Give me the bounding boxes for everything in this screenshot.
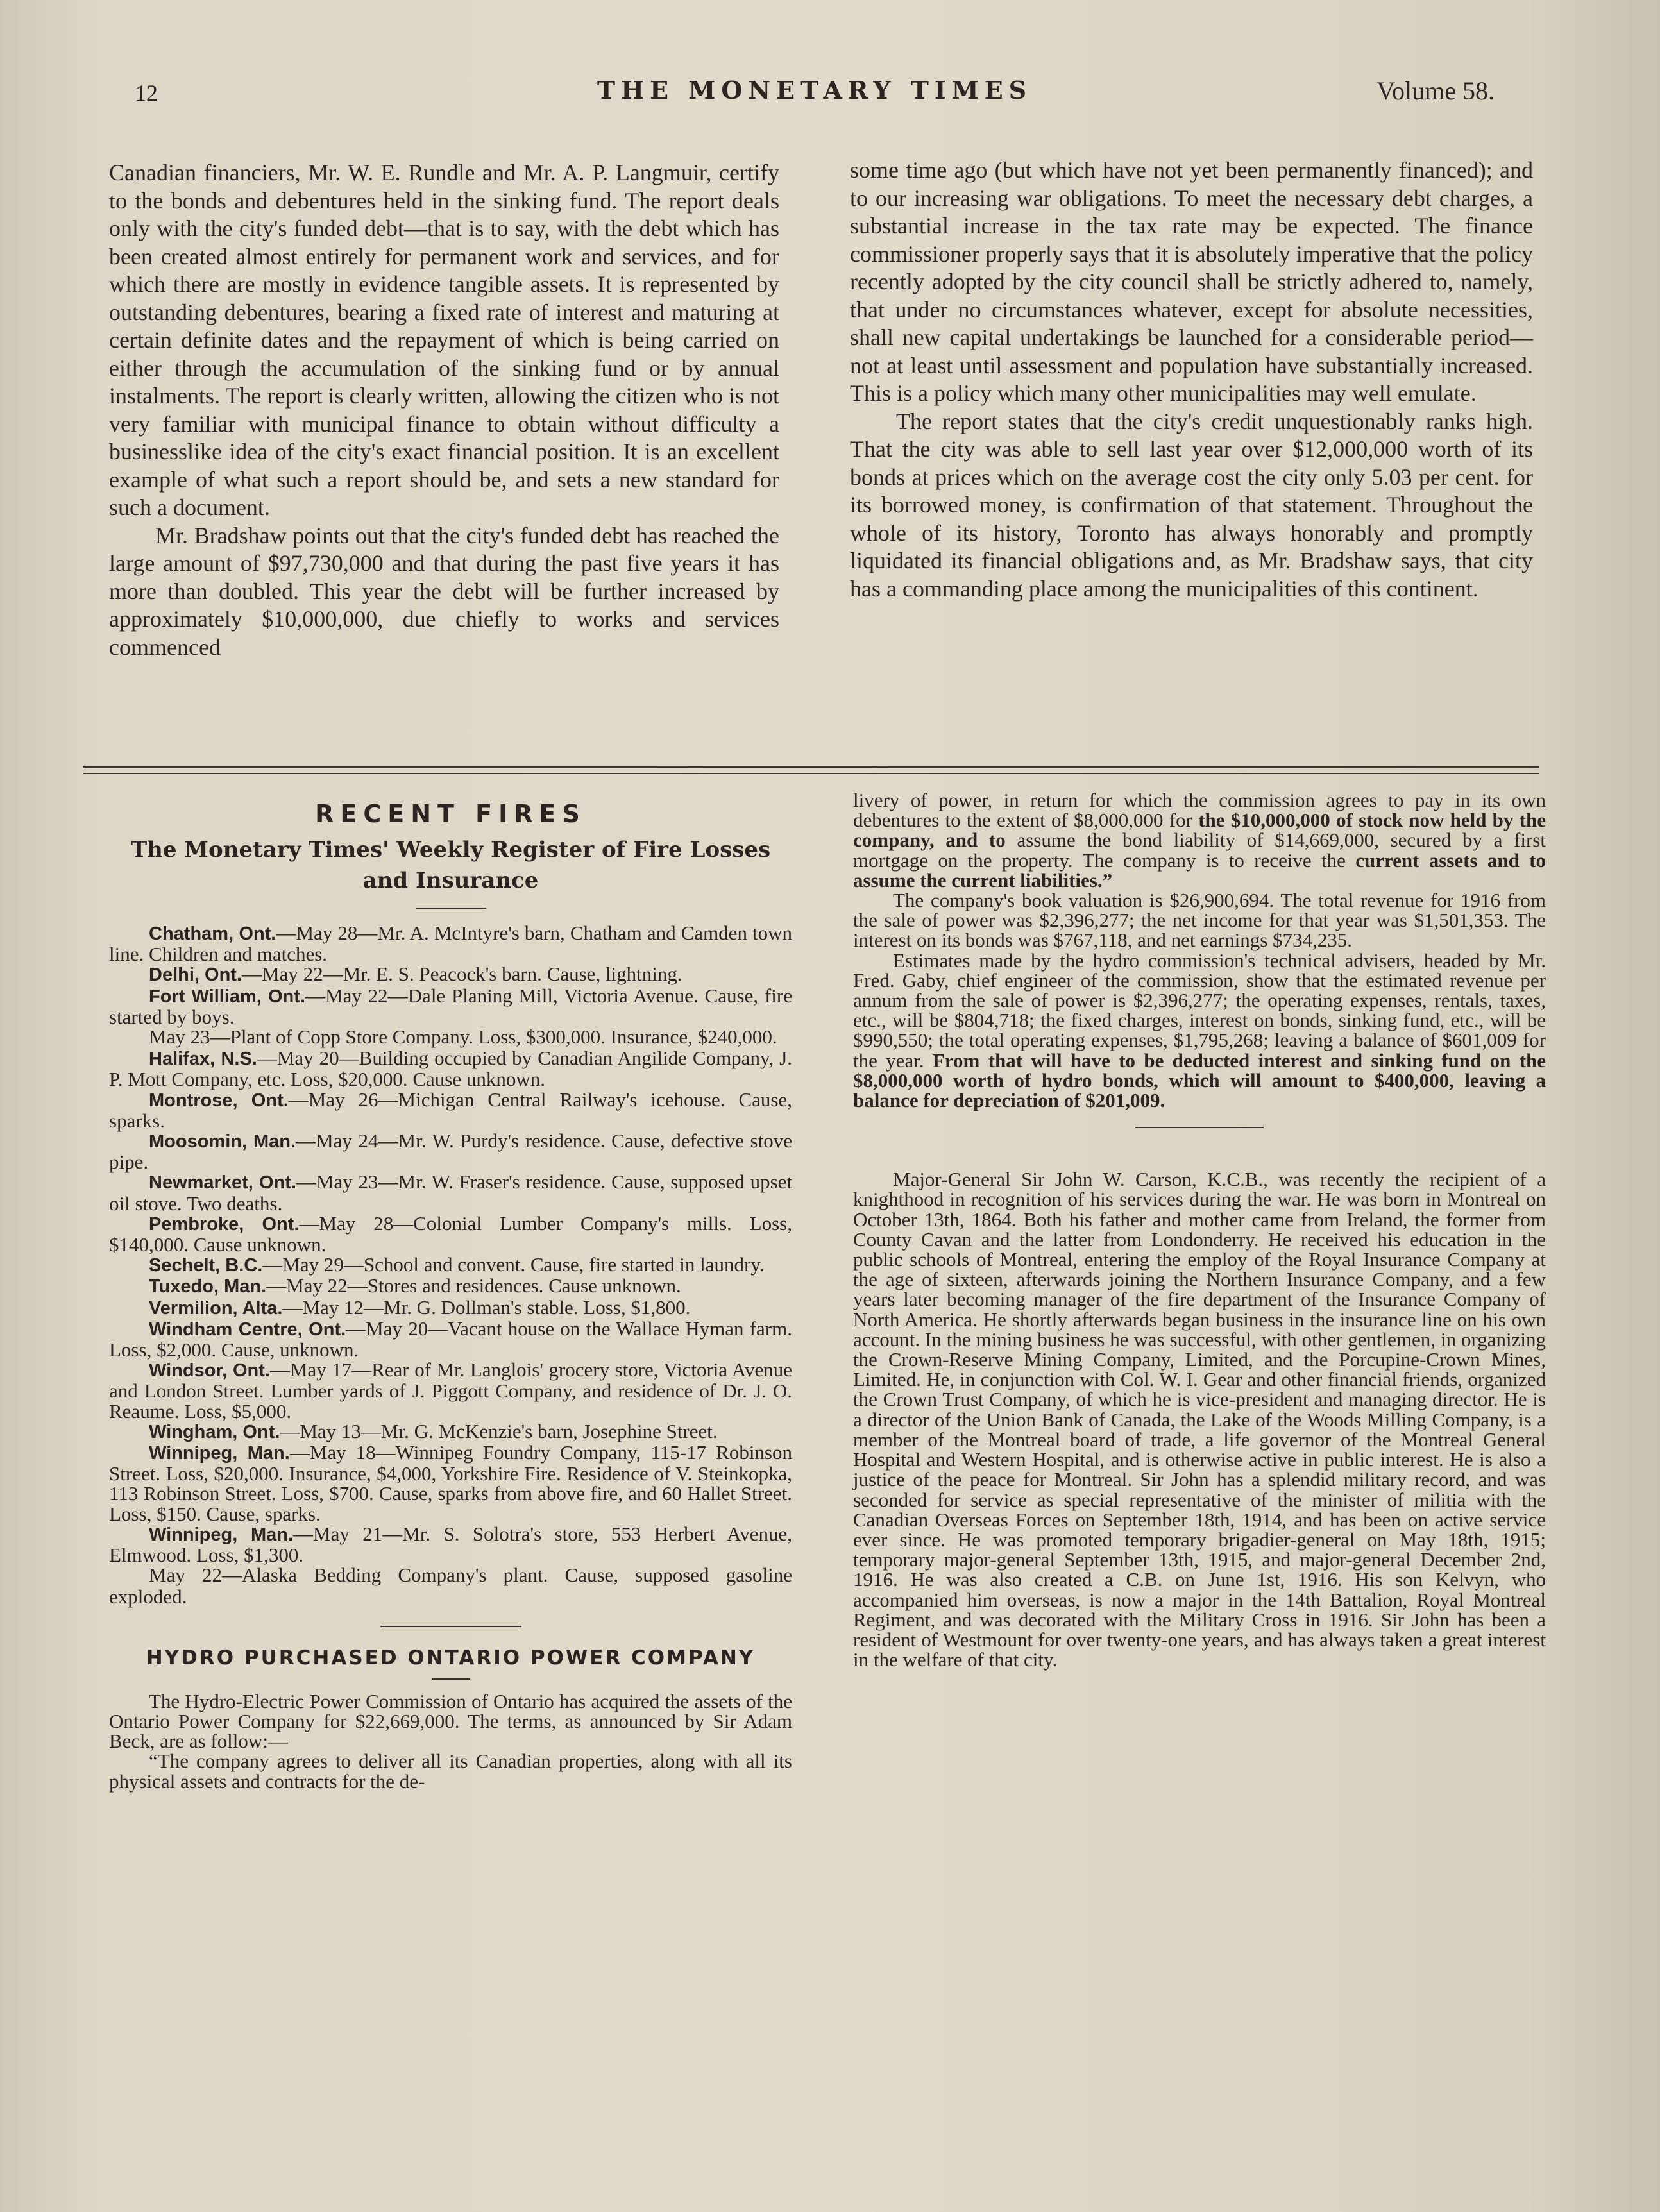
fire-entry xyxy=(109,1442,792,1524)
fire-place: Moosomin, Man. xyxy=(149,1131,296,1152)
fire-details: —May 17—Rear of Mr. Langlois' grocery store, Victoria Avenue and London Street. Lumber yards of J. Piggott Company, and residence of Dr. J. O. Reaume. Loss, $5,000. xyxy=(109,1358,792,1423)
fire-entry xyxy=(109,1090,792,1131)
fire-details: —May 12—Mr. G. Dollman's stable. Loss, $1,800. xyxy=(282,1296,691,1319)
fires-column xyxy=(109,800,792,1791)
fire-details: —May 29—School and convent. Cause, fire started in laundry. xyxy=(262,1253,765,1276)
fire-place: Winnipeg, Man. xyxy=(149,1524,294,1545)
fire-place: Vermilion, Alta. xyxy=(149,1297,283,1319)
fire-entry xyxy=(109,1297,792,1319)
fire-details: —May 28—Mr. A. McIntyre's barn, Chatham and Camden town line. Children and matches. xyxy=(109,922,793,966)
fire-place: Windsor, Ont. xyxy=(149,1360,270,1381)
hydro-paragraph: The Hydro-Electric Power Commission of Ontario has acquired the assets of the Ontario Power Company for $22,669,000. The terms, as announced by Sir Adam Beck, are as follow:— xyxy=(109,1689,792,1753)
article-right-column xyxy=(850,156,1533,603)
article-paragraph: some time ago (but which have not yet been permanently financed); and to our increasing war obligations. To meet the necessary debt charges, a substantial increase in the tax rate may be expected. The finance commissioner properly says that it is absolutely imperative that the policy recently adopted by the city council shall be strictly adhered to, namely, that under no circumstances whatever, except for absolute necessities, shall new capital undertakings be launched for a considerable period—not at least until assessment and population have substantially increased. This is a policy which many other municipalities may well emulate. xyxy=(850,157,1533,406)
fire-details: —May 28—Colonial Lumber Company's mills. Loss, $140,000. Cause unknown. xyxy=(109,1212,792,1256)
fire-entry xyxy=(109,1172,792,1213)
fire-details: —May 22—Stores and residences. Cause unknown. xyxy=(266,1274,681,1297)
fire-entry xyxy=(109,964,792,985)
article-paragraph: The report states that the city's credit unquestionably ranks high. That the city was able to sell last year over $12,000,000 worth of its bonds at prices which on the average cost the city only 5.03 per cent. for its borrowed money, is confirmation of that statement. Throughout the whole of its history, Toronto has always honorably and promptly liquidated its financial obligations and, as Mr. Bradshaw says, that city has a commanding place among the municipalities of this continent. xyxy=(850,408,1533,602)
fire-details: —May 22—Mr. E. S. Peacock's barn. Cause, lightning. xyxy=(242,963,682,986)
fire-entry xyxy=(109,1254,792,1276)
fire-entry xyxy=(109,1213,792,1254)
section-divider xyxy=(83,766,1539,774)
title-rule xyxy=(432,1678,470,1680)
quote-text: livery of power, in return for which the commission agrees to pay in its own debentures to the extent of $8,000,000 for xyxy=(853,789,1546,832)
fire-place: Tuxedo, Man. xyxy=(149,1276,267,1297)
fire-place: Halifax, N.S. xyxy=(149,1049,257,1070)
fire-entry xyxy=(109,1027,792,1048)
fire-entry xyxy=(109,923,792,964)
volume-number: Volume 58. xyxy=(1376,76,1495,105)
fire-place: Windham Centre, Ont. xyxy=(149,1319,346,1340)
fire-place: Montrose, Ont. xyxy=(149,1090,289,1111)
page-number: 12 xyxy=(135,80,158,106)
fire-entry xyxy=(109,1131,792,1172)
fire-place: Winnipeg, Man. xyxy=(149,1443,290,1464)
hydro-paragraph: The company's book valuation is $26,900,694. The total revenue for 1916 from the sale of power was $2,396,277; the net income for that year was $1,501,353. The interest on its bonds was $767,118, and net earnings $734,235. xyxy=(853,889,1546,952)
hydro-continued-column xyxy=(853,790,1546,1669)
publication-title: THE MONETARY TIMES xyxy=(597,76,1033,105)
section-title: RECENT FIRES xyxy=(315,800,586,828)
fire-details: —May 20—Building occupied by Canadian Angilide Company, J. P. Mott Company, etc. Loss, $20,000. Cause unknown. xyxy=(109,1047,792,1091)
fire-entry xyxy=(109,986,792,1027)
quote-text-bold: the $10,000,000 of stock now held by the company, and to xyxy=(853,809,1546,852)
fire-entry xyxy=(109,1048,792,1089)
fire-place: Fort William, Ont. xyxy=(149,986,305,1007)
quote-text: assume the bond liability of $14,669,000, secured by a first mortgage on the property. The company is to receive the xyxy=(853,829,1546,872)
fire-details: —May 22—Dale Planing Mill, Victoria Avenue. Cause, fire started by boys. xyxy=(109,984,792,1028)
section-rule xyxy=(380,1626,521,1627)
fire-place: Wingham, Ont. xyxy=(149,1421,280,1442)
fire-entry xyxy=(109,1360,792,1421)
fire-details: —May 24—Mr. W. Purdy's residence. Cause, defective stove pipe. xyxy=(109,1129,792,1174)
carson-paragraph: Major-General Sir John W. Carson, K.C.B., was recently the recipient of a knighthood in recognition of his services during the war. He was born in Montreal on October 13th, 1864. Both his father and mother came from Ireland, the former from County Cavan and the latter from Londonderry. He received his education in the public schools of Montreal, entering the employ of the Royal Insurance Company at the age of sixteen, afterwards joining the Northern Insurance Company, and a few years later becoming manager of the fire department of the Insurance Company of North America. He shortly afterwards began business in the insurance line on his own account. In the mining business he was successful, with other gentlemen, in organizing the Crown-Reserve Mining Company, Limited, and the Porcupine-Crown Mines, Limited. He, in conjunction with Col. W. I. Gear and other financial friends, organized the Crown Trust Company, of which he is vice-president and managing director. He is a director of the Union Bank of Canada, the Lake of the Woods Milling Company, is a member of the Montreal board of trade, a life governor of the Montreal General Hospital and Western Hospital, and is otherwise active in public interest. He is also a justice of the peace for Montreal. Sir John has a splendid military record, and was seconded for service as special representative of the minister of militia with the Canadian Overseas Forces on September 18th, 1914, and has been on active service ever since. He was promoted temporary brigadier-general on May 18th, 1915; temporary major-general September 13th, 1915, and major-general December 2nd, 1916. He was also created a C.B. on June 1st, 1916. His son Kelvyn, who accompanied him overseas, is now a major in the 14th Battalion, Royal Montreal Regiment, and was decorated with the Military Cross in 1916. Sir John has been a resident of Westmount for over twenty-one years, and has always taken a great interest in the welfare of that city. xyxy=(853,1168,1546,1671)
fire-entry xyxy=(109,1565,792,1606)
fire-details: —May 18—Winnipeg Foundry Company, 115-17 Robinson Street. Loss, $20,000. Insurance, $4,000, Yorkshire Fire. Residence of V. Steinkopka, 113 Robinson Street. Loss, $700. Cause, sparks from above fire, and 60 Hallet Street. Loss, $150. Cause, sparks. xyxy=(109,1441,792,1525)
article-paragraph: Mr. Bradshaw points out that the city's funded debt has reached the large amount of $97,730,000 and that during the past five years it has more than doubled. This year the debt will be further increased by approximately $10,000,000, due chiefly to works and services commenced xyxy=(109,522,779,660)
quote-text-bold: current assets and to assume the current liabilities.” xyxy=(853,848,1546,891)
fire-place: Sechelt, B.C. xyxy=(149,1255,263,1276)
fire-details: —May 23—Mr. W. Fraser's residence. Cause, supposed upset oil stove. Two deaths. xyxy=(109,1170,793,1215)
fire-details: —May 26—Michigan Central Railway's icehouse. Cause, sparks. xyxy=(109,1088,793,1132)
estimate-text-bold: From that will have to be deducted interest and sinking fund on the $8,000,000 worth of hydro bonds, which will amount to $400,000, leaving a balance for depreciation of $201,009. xyxy=(853,1049,1546,1112)
fire-details: —May 20—Vacant house on the Wallace Hyman farm. Loss, $2,000. Cause, unknown. xyxy=(109,1317,792,1362)
fire-entry xyxy=(109,1276,792,1297)
page-header xyxy=(135,76,1495,114)
title-rule xyxy=(416,908,486,909)
estimate-text: Estimates made by the hydro commission's technical advisers, headed by Mr. Fred. Gaby, chief engineer of the commission, show that the estimated revenue per annum from the sale of power is $2,396,277; the operating expenses, rentals, taxes, etc., will be $804,718; the fixed charges, interest on bonds, sinking fund, etc., will be $990,550; the total operating expenses, $1,795,268; leaving a balance of $601,009 for the year. xyxy=(853,949,1546,1072)
fire-place: Chatham, Ont. xyxy=(149,924,276,944)
fire-entry xyxy=(109,1524,792,1565)
fire-details: —May 21—Mr. S. Solotra's store, 553 Herbert Avenue, Elmwood. Loss, $1,300. xyxy=(109,1522,792,1567)
section-rule xyxy=(1135,1127,1264,1128)
hydro-quote-continued xyxy=(853,790,1546,890)
article-paragraph: Canadian financiers, Mr. W. E. Rundle and Mr. A. P. Langmuir, certify to the bonds and debentures held in the sinking fund. The report deals only with the city's funded debt—that is to say, with the debt which has been created almost entirely for permanent work and services, and for which there are mostly in evidence tangible assets. It is represented by outstanding debentures, bearing a fixed rate of interest and maturing at certain definite dates and the repayment of which is being carried on either through the accumulation of the sinking fund or by annual instalments. The report is clearly written, allowing the citizen who is not very familiar with municipal finance to obtain without difficulty a businesslike idea of the city's exact financial position. It is an excellent example of what such a report should be, and sets a new standard for such a document. xyxy=(109,160,779,520)
fire-place: Pembroke, Ont. xyxy=(149,1213,300,1235)
fire-place: Delhi, Ont. xyxy=(149,965,242,986)
hydro-section-title: HYDRO PURCHASED ONTARIO POWER COMPANY xyxy=(146,1646,756,1669)
fire-details: May 23—Plant of Copp Store Company. Loss, $300,000. Insurance, $240,000. xyxy=(149,1026,777,1049)
hydro-paragraph xyxy=(853,950,1546,1111)
fire-details: May 22—Alaska Bedding Company's plant. Cause, supposed gasoline exploded. xyxy=(109,1564,792,1608)
fire-details: —May 13—Mr. G. McKenzie's barn, Josephine Street. xyxy=(280,1419,718,1442)
hydro-paragraph: “The company agrees to deliver all its Canadian properties, along with all its physical assets and contracts for the de- xyxy=(109,1750,792,1793)
article-left-column xyxy=(109,159,779,661)
section-subtitle: The Monetary Times' Weekly Register of Fire Losses and Insurance xyxy=(130,837,771,893)
fire-place: Newmarket, Ont. xyxy=(149,1172,296,1194)
fire-entry xyxy=(109,1421,792,1442)
fire-entry xyxy=(109,1319,792,1360)
